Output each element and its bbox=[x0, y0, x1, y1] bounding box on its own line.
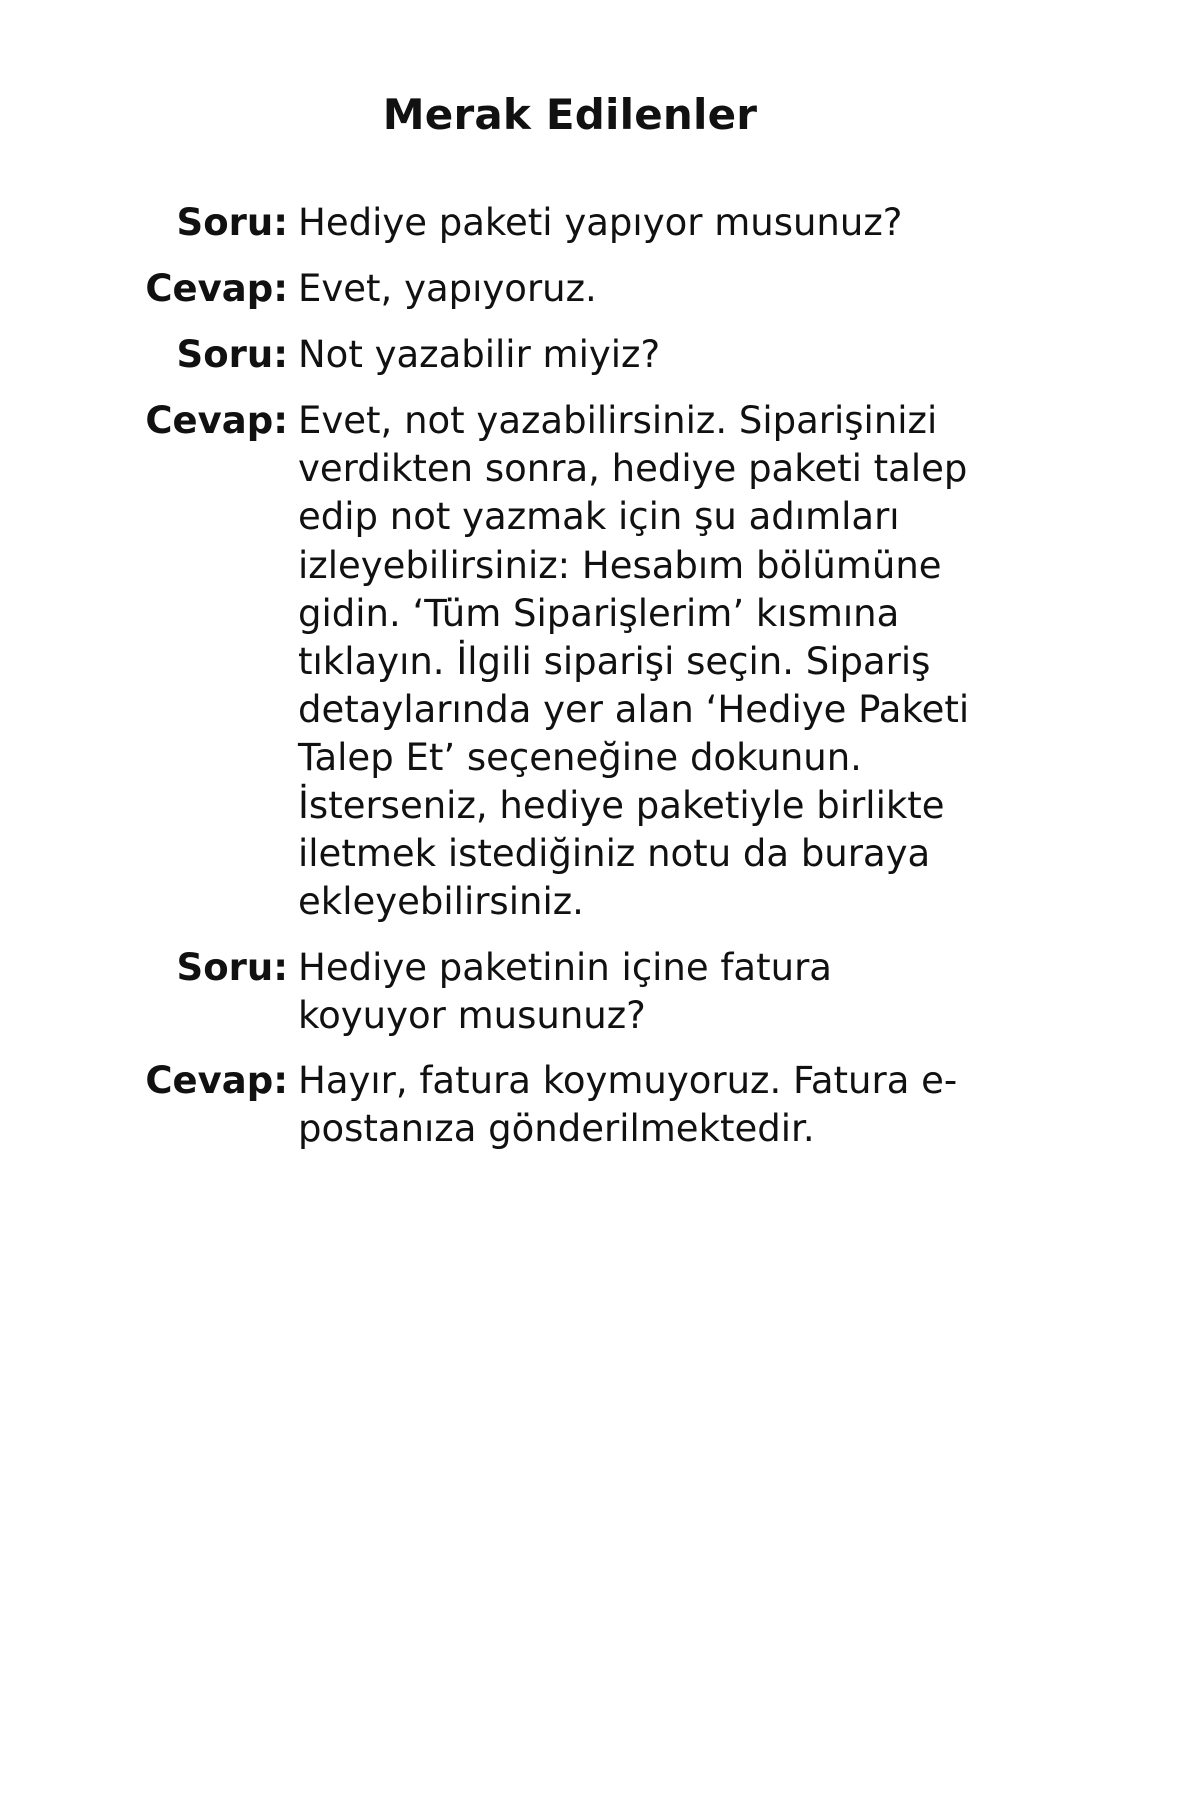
faq-item bbox=[120, 331, 1080, 379]
faq-item bbox=[120, 944, 1080, 1040]
faq-text: Hayır, fatura koymuyoruz. Fatura e-postanıza gönderilmektedir. bbox=[298, 1058, 958, 1150]
faq-label: Soru: bbox=[176, 946, 288, 990]
faq-text: Hediye paketinin içine fatura koyuyor musunuz? bbox=[298, 946, 832, 1038]
faq-text: Evet, not yazabilirsiniz. Siparişinizi verdikten sonra, hediye paketi talep edip not yazmak için şu adımları izleyebilirsiniz: Hesabım bölümüne gidin. ‘Tüm Siparişlerim’ kısmına tıklayın. İlgili siparişi seçin. Sipariş detaylarında yer alan ‘Hediye Paketi Talep Et’ seçeneğine dokunun. İsterseniz, hediye paketiyle birlikte iletmek istediğiniz notu da buraya ekleyebilirsiniz. bbox=[298, 399, 970, 924]
faq-label: Soru: bbox=[176, 333, 288, 377]
faq-text: Hediye paketi yapıyor musunuz? bbox=[298, 201, 903, 244]
faq-label: Soru: bbox=[176, 201, 288, 244]
page-title: Merak Edilenler bbox=[382, 90, 758, 139]
faq-text: Not yazabilir miyiz? bbox=[298, 333, 661, 377]
faq-list bbox=[120, 199, 1080, 1153]
faq-item bbox=[120, 265, 1080, 313]
faq-label: Cevap: bbox=[145, 267, 288, 311]
faq-item bbox=[120, 397, 1080, 926]
faq-label: Cevap: bbox=[145, 399, 288, 443]
faq-item bbox=[120, 1057, 1080, 1153]
faq-text: Evet, yapıyoruz. bbox=[298, 267, 597, 311]
faq-item bbox=[120, 199, 1080, 247]
faq-label: Cevap: bbox=[145, 1058, 288, 1102]
